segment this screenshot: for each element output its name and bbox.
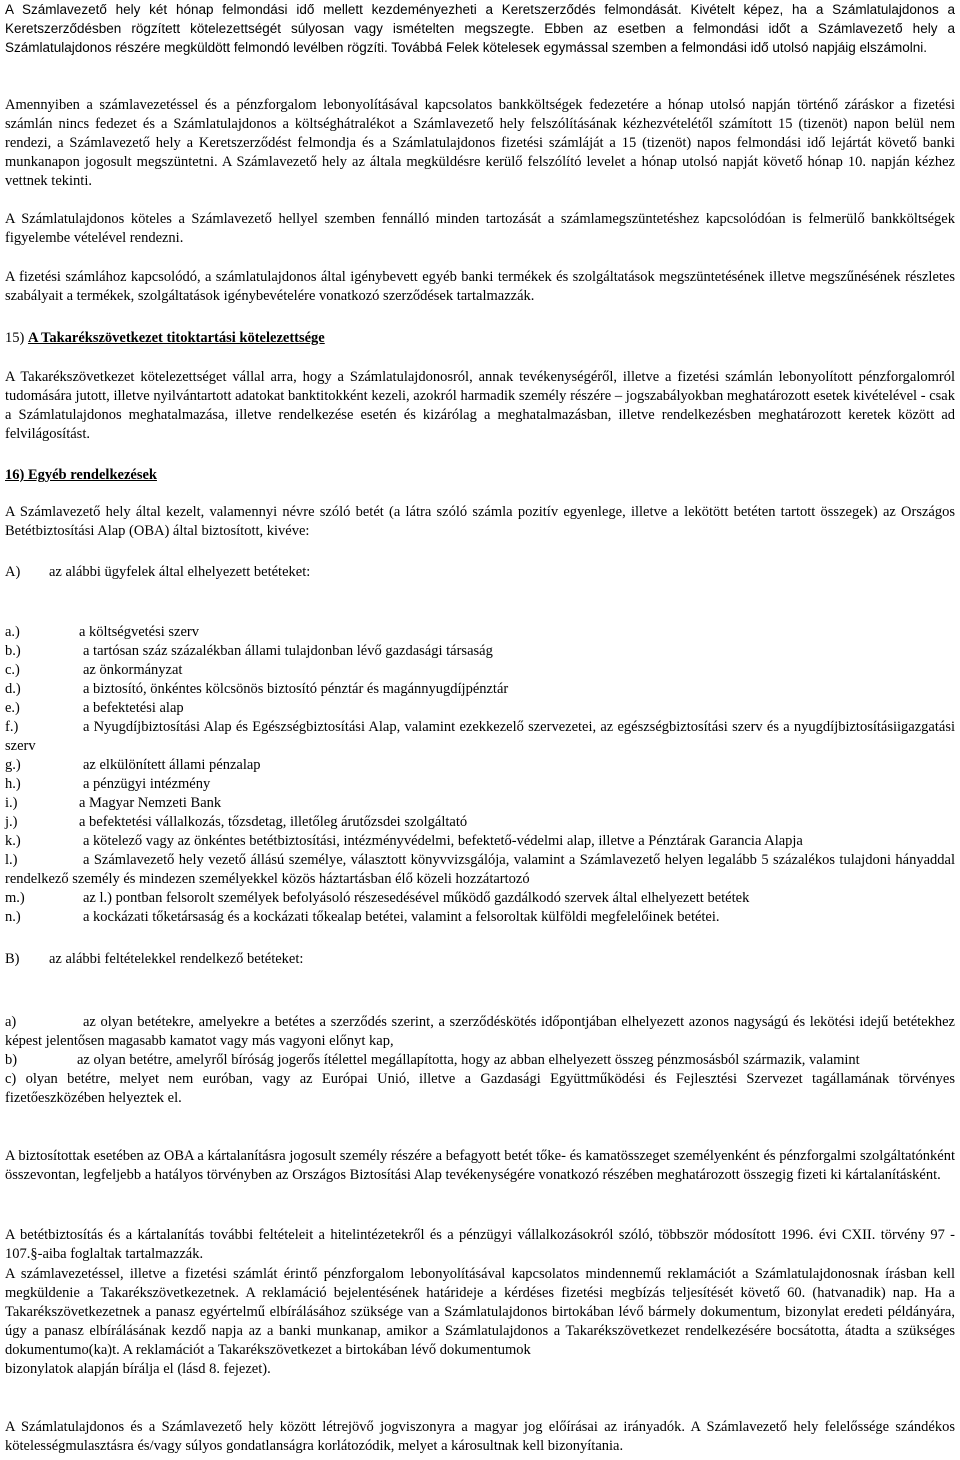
paragraph-debts <box>5 210 955 248</box>
item-label: j.) <box>5 814 18 830</box>
item-label: e.) <box>5 700 20 716</box>
section-15-heading <box>5 329 955 348</box>
paragraph-text: A Számlatulajdonos köteles a Számlavezető hellyel szemben fennálló minden tartozását a számlamegszüntetéshez kapcsolódóan is felmerülő bankköltségek figyelembe vételével rendezni. <box>5 211 955 246</box>
item-label: d.) <box>5 681 21 697</box>
paragraph-other-services <box>5 268 955 306</box>
group-label: A) <box>5 564 21 580</box>
item-label: g.) <box>5 757 21 773</box>
paragraph-oba <box>5 1147 955 1185</box>
item-text: a kötelező vagy az önkéntes betétbiztosítási, intézményvédelmi, befektető-védelmi alap, illetve a Pénztárak Garancia Alapja <box>83 833 803 849</box>
paragraph-text: A Takarékszövetkezet kötelezettséget vállal arra, hogy a Számlatulajdonosról, annak tevékenységéről, illetve a fizetési számlán lebonyolított pénzforgalomról tudomására jutott, illetve nyilvántartott adatokat banktitokként kezeli, azokról harmadik személy részére – jogszabályokban meghatározott esetek kivételével - csak a Számlatulajdonos meghatalmazása, illetve rendelkezése esetén és kizárólag a meghatalmazásban, illetve rendelkezésben meghatározott keretek között ad felvilágosítást. <box>5 369 955 442</box>
list-item <box>5 623 955 642</box>
paragraph-text-end: bizonylatok alapján bírálja el (lásd 8. fejezet). <box>5 1361 271 1377</box>
group-label: B) <box>5 951 20 967</box>
list-item <box>5 680 955 699</box>
list-item <box>5 908 955 927</box>
paragraph-text: A biztosítottak esetében az OBA a kártalanításra jogosult személy részére a befagyott betét tőke- és kamatösszeget személyenként és pénzforgalmi szolgáltatónként összevontan, legfeljebb a hatályos törvényben az Országos Biztosítási Alap tevékenységére vonatkozó részében meghatározott összegig fizeti ki kártalanításként. <box>5 1148 955 1183</box>
intro-paragraph <box>5 0 955 57</box>
item-text: a költségvetési szerv <box>79 624 199 640</box>
intro-text: A Számlavezető hely két hónap felmondási idő mellett kezdeményezheti a Keretszerződés felmondását. Kivételt képez, ha a Számlatulajdonos a Keretszerződésben rögzített kötelezettségét súlyosan vagy ismételten megszegte. Ebben az esetben a felmondási időt a Számlavezető hely a Számlatulajdonos részére megküldött felmondó levélben rögzíti. Továbbá Felek kötelesek egymással szemben a felmondási idő utolsó napjáig elszámolni. <box>5 2 955 55</box>
paragraph-text: A betétbiztosítás és a kártalanítás további feltételeit a hitelintézetekről és a pénzügyi vállalkozásokról szóló, többször módosított 1996. évi CXII. törvény 97 - 107.§-aiba foglaltak tartalmazzák. <box>5 1227 955 1262</box>
list-item <box>5 1013 955 1051</box>
item-text: a kockázati tőketársaság és a kockázati tőkealap betétei, valamint a felsoroltak külföldi megfelelőinek betétei. <box>83 909 720 925</box>
item-label: b.) <box>5 643 21 659</box>
item-label: h.) <box>5 776 21 792</box>
list-item <box>5 661 955 680</box>
list-item <box>5 832 955 851</box>
item-text: a befektetési alap <box>83 700 184 716</box>
group-text: az alábbi ügyfelek által elhelyezett betéteket: <box>49 564 311 580</box>
item-text: az olyan betétekre, amelyekre a betétes a szerződés szerint, a szerződéskötés időpontjában elhelyezett azonos nagyságú és lekötési idejű betétekhez képest jelentősen magasabb kamatot vagy más vagyoni előnyt kap, <box>5 1014 955 1049</box>
section-16-heading <box>5 466 955 485</box>
section-title: A Takarékszövetkezet titoktartási kötelezettsége <box>27 330 325 346</box>
item-label: c.) <box>5 662 20 678</box>
item-label: n.) <box>5 909 21 925</box>
paragraph-law <box>5 1226 955 1264</box>
item-label: f.) <box>5 719 19 735</box>
list-item <box>5 775 955 794</box>
section-16-intro <box>5 503 955 541</box>
item-text: a Magyar Nemzeti Bank <box>79 795 222 811</box>
paragraph-jurisdiction <box>5 1418 955 1456</box>
section-title: 16) Egyéb rendelkezések <box>5 467 157 483</box>
item-text: a pénzügyi intézmény <box>83 776 211 792</box>
item-label: a) <box>5 1014 17 1030</box>
paragraph-text: A fizetési számlához kapcsolódó, a számlatulajdonos által igénybevett egyéb banki termékek és szolgáltatások megszüntetésének illetve megszűnésének részletes szabályait a termékek, szolgáltatások igénybevételére vonatkozó szerződések tartalmazzák. <box>5 269 955 304</box>
list-item <box>5 794 955 813</box>
item-label: b) <box>5 1052 18 1068</box>
paragraph-text: A Számlatulajdonos és a Számlavezető hely között létrejövő jogviszonyra a magyar jog előírásai az irányadók. A Számlavezető hely felelőssége szándékos kötelességmulasztásra és/vagy súlyos gondatlanságra korlátozódik, melyet a károsultnak kell bizonyítania. <box>5 1419 955 1454</box>
paragraph-text: A Számlavezető hely által kezelt, valamennyi névre szóló betét (a látra szóló számla pozitív egyenlege, illetve a lekötött betéten tartott összegek) az Országos Betétbiztosítási Alap (OBA) által biztosított, kivéve: <box>5 504 955 539</box>
item-label: a.) <box>5 624 20 640</box>
list-item <box>5 889 955 908</box>
item-text: az olyan betétre, amelyről bíróság jogerős ítélettel megállapította, hogy az abban elhelyezett összeg pénzmosásból származik, valamint <box>77 1052 860 1068</box>
list-a <box>5 623 955 927</box>
list-b <box>5 1013 955 1108</box>
item-label: k.) <box>5 833 21 849</box>
list-item <box>5 699 955 718</box>
paragraph-bank-costs <box>5 96 955 191</box>
list-item <box>5 851 955 889</box>
item-text: a befektetési vállalkozás, tőzsdetag, illetőleg árutőzsdei szolgáltató <box>79 814 468 830</box>
section-number: 15) <box>5 330 25 346</box>
item-label: c) <box>5 1071 17 1087</box>
item-label: i.) <box>5 795 18 811</box>
item-text: az önkormányzat <box>83 662 183 678</box>
paragraph-complaints <box>5 1265 955 1379</box>
item-text: az l.) pontban felsorolt személyek befolyásoló részesedésével működő gazdálkodó szervek által elhelyezett betétek <box>83 890 750 906</box>
item-text: a Nyugdíjbiztosítási Alap és Egészségbiztosítási Alap, valamint ezekkezelő szervezetei, az egészségbiztosítási szerv és a nyugdíjbiztosításiigazgatási szerv <box>5 719 955 754</box>
item-text: a Számlavezető hely vezető állású személye, választott könyvvizsgálója, valamint a Számlavezető helyen legalább 5 százalékos tulajdoni hányaddal rendelkező személy és mindezen személyekkel közös háztartásban élő közeli hozzátartozó <box>5 852 955 887</box>
item-text: a tartósan száz százalékban állami tulajdonban lévő gazdasági társaság <box>83 643 493 659</box>
list-item <box>5 813 955 832</box>
section-15-body <box>5 368 955 444</box>
item-text: a biztosító, önkéntes kölcsönös biztosító pénztár és magánnyugdíjpénztár <box>83 681 509 697</box>
list-item <box>5 1070 955 1108</box>
item-label: m.) <box>5 890 25 906</box>
list-item <box>5 718 955 756</box>
list-item <box>5 1051 955 1070</box>
paragraph-text: Amennyiben a számlavezetéssel és a pénzforgalom lebonyolításával kapcsolatos bankköltségek fedezetére a hónap utolsó napján történő záráskor a fizetési számlán nincs fedezet és a Számlatulajdonos a költséghátralékot a Számlavezető hely felszólításának kézhezvételétől számított 15 (tizenöt) napon belül nem rendezi, a Számlavezető hely a Keretszerződést felmondja és a Számlatulajdonos fizetési számláját a 15 (tizenöt) napos felmondási idő lejártát követő banki munkanapon jogosult megszüntetni. A Számlavezető hely az általa megküldésre kerülő felszólító levelet a hónap utolsó napját követő hónap 10. napján kézhez vettnek tekinti. <box>5 97 955 189</box>
list-item <box>5 642 955 661</box>
item-label: l.) <box>5 852 18 868</box>
group-text: az alábbi feltételekkel rendelkező betéteket: <box>49 951 304 967</box>
item-text: olyan betétre, melyet nem euróban, vagy az Európai Unió, illetve a Gazdasági Együttműködési és Fejlesztési Szervezet tagállamának törvényes fizetőeszközében helyeztek el. <box>5 1071 956 1106</box>
list-item <box>5 756 955 775</box>
group-b-heading <box>5 950 955 969</box>
paragraph-text: A számlavezetéssel, illetve a fizetési számlát érintő pénzforgalom lebonyolításával kapcsolatos mindennemű reklamációt a Számlatulajdonosnak írásban kell megküldenie a Takarékszövetkezetnek. A reklamáció bejelentésének határideje a kérdéses fizetési megbízás teljesítését követő 60. (hatvanadik) nap. Ha a Takarékszövetkezetnek a panasz egyértelmű elbírálásához szüksége van a Számlatulajdonos birtokában lévő bármely dokumentum, bizonylat eredeti példányára, úgy a panasz elbírálásának kezdő napja az a banki munkanap, amikor a Számlatulajdonos a Takarékszövetkezet rendelkezésére bocsátotta, átadta a szükséges dokumentumo(ka)t. A reklamációt a Takarékszövetkezet a birtokában lévő dokumentumok <box>5 1266 955 1358</box>
group-a-heading <box>5 563 955 582</box>
item-text: az elkülönített állami pénzalap <box>83 757 261 773</box>
